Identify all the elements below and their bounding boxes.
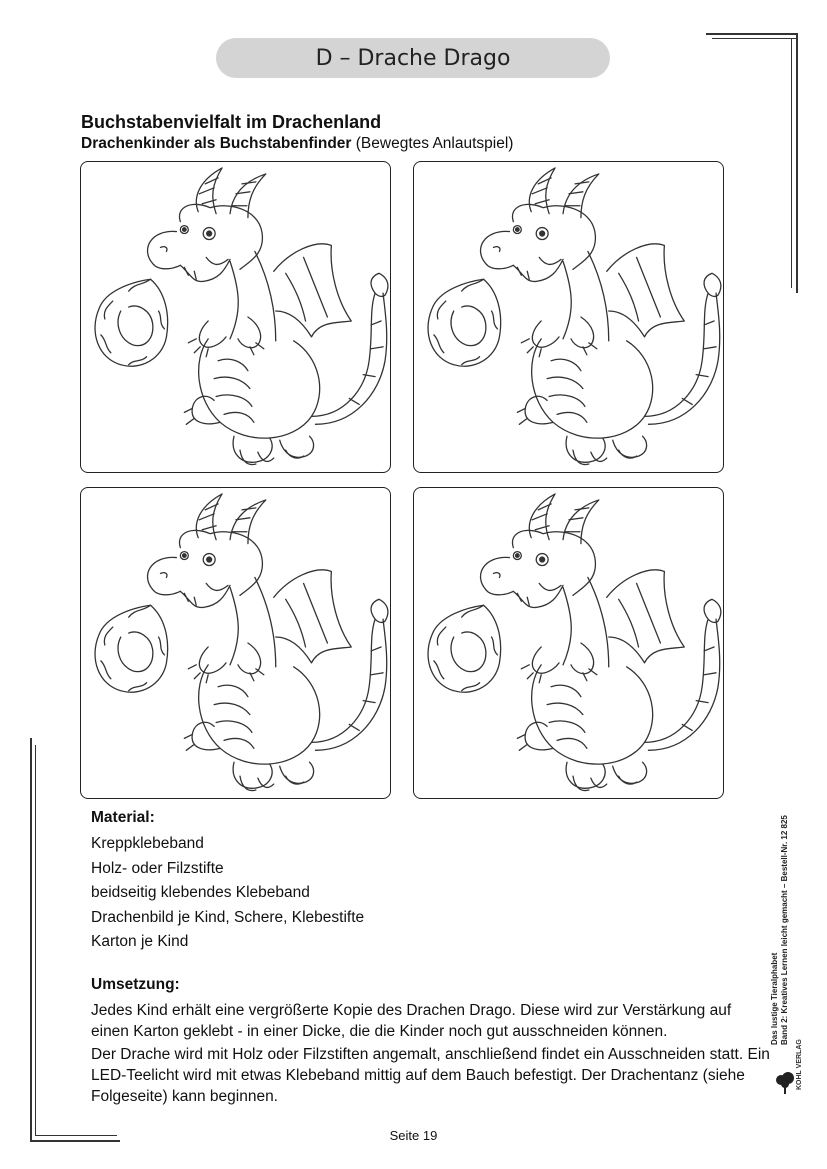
dragon-card-2: [413, 161, 724, 473]
section-heading: Buchstabenvielfalt im Drachenland: [81, 112, 382, 132]
frame-line-bottom-left-v2: [35, 745, 36, 1136]
dragon-illustration: [414, 488, 723, 798]
dragon-card-1: [80, 161, 391, 473]
material-item: Kreppklebeband: [91, 835, 204, 852]
sidebar-series-info: [770, 815, 790, 1045]
umsetzung-paragraph-2: Der Drache wird mit Holz oder Filzstiften angemalt, anschließend findet ein Ausschneiden statt. Ein LED-Teelicht wird mit etwas Klebeband mittig auf dem Bauch befestigt. Der Drachentanz (siehe Folgeseite) kann beginnen.: [91, 1046, 770, 1105]
frame-line-top-right-h2: [712, 38, 798, 39]
material-item: Karton je Kind: [91, 933, 189, 950]
dragon-card-3: [80, 487, 391, 799]
page-title-banner: [216, 38, 610, 78]
page-title: D – Drache Drago: [315, 45, 511, 71]
material-item: Holz- oder Filzstifte: [91, 859, 224, 877]
tree-logo-icon: [772, 1070, 798, 1096]
frame-line-top-right-h: [706, 33, 796, 35]
dragon-illustration: [81, 162, 390, 472]
frame-line-bottom-left-v: [30, 738, 32, 1141]
material-item: Drachenbild je Kind, Schere, Klebestifte: [91, 908, 365, 926]
umsetzung-paragraph-1: Jedes Kind erhält eine vergrößerte Kopie des Drachen Drago. Diese wird zur Verstärkung auf einen Karton geklebt - in einer Dicke, die die Kinder noch gut ausschneiden können.: [91, 1002, 732, 1040]
dragon-illustration: [414, 162, 723, 472]
frame-line-top-right-v2: [791, 38, 792, 288]
frame-line-top-right-v: [796, 33, 798, 293]
sidebar-line-1: Das lustige Tieralphabet: [770, 952, 779, 1045]
dragon-illustration: [81, 488, 390, 798]
umsetzung-title: Umsetzung:: [91, 976, 180, 993]
dragon-card-4: [413, 487, 724, 799]
material-list: [91, 832, 364, 955]
material-title: Material:: [91, 809, 155, 826]
section-subheading: [81, 135, 513, 153]
material-item: beidseitig klebendes Klebeband: [91, 884, 310, 901]
subheading-normal: (Bewegtes Anlautspiel): [351, 135, 514, 152]
sidebar-line-2: Band 2: Kreatives Lernen leicht gemacht – Bestell-Nr. 12 825: [780, 815, 789, 1045]
publisher-name: KOHL VERLAG: [796, 1039, 803, 1090]
page-number: Seite 19: [389, 1128, 438, 1143]
subheading-bold: Drachenkinder als Buchstabenfinder: [81, 135, 352, 152]
